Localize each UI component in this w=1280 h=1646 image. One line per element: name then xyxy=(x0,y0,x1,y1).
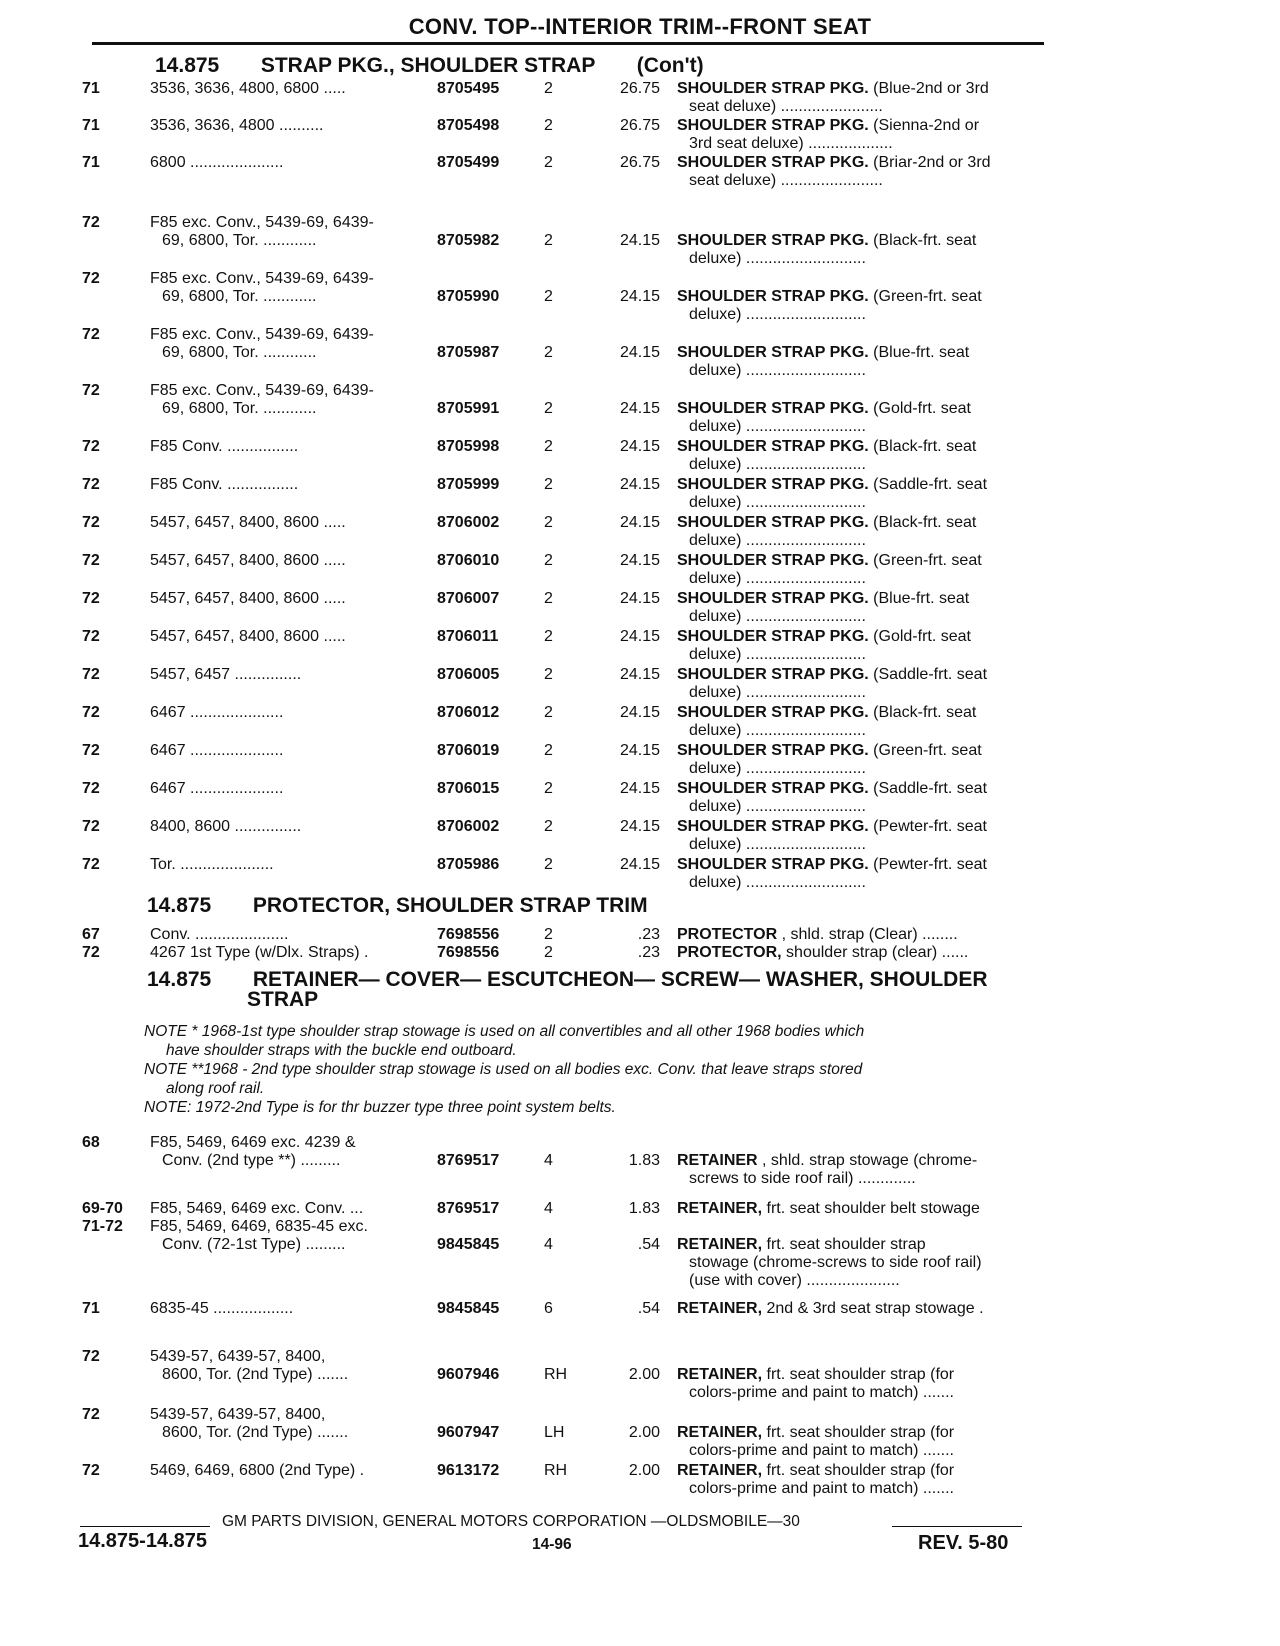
model-year: 68 xyxy=(82,1134,100,1151)
price: 24.15 xyxy=(619,628,660,645)
model-year: 71 xyxy=(82,117,100,134)
price: .54 xyxy=(637,1236,660,1253)
model-year: 72 xyxy=(82,1462,100,1479)
price: 2.00 xyxy=(628,1424,660,1441)
quantity: 4 xyxy=(544,1152,553,1169)
application-line1: F85 exc. Conv., 5439-69, 6439- xyxy=(150,326,374,343)
price: 24.15 xyxy=(619,856,660,873)
section-number: 14.875 xyxy=(147,968,212,991)
description-keyword: RETAINER, xyxy=(677,1300,763,1317)
model-year: 72 xyxy=(82,818,100,835)
description-line2: deluxe) ........................... xyxy=(689,362,866,379)
description-keyword: SHOULDER STRAP PKG. xyxy=(677,400,869,417)
description xyxy=(677,1152,977,1170)
quantity: 4 xyxy=(544,1236,553,1253)
section-name: RETAINER— COVER— ESCUTCHEON— SCREW— WASHER, SHOULDER xyxy=(252,968,988,991)
quantity: 2 xyxy=(544,780,553,797)
application: 5457, 6457, 8400, 8600 ..... xyxy=(150,514,346,531)
model-year: 71 xyxy=(82,80,100,97)
description-line2: deluxe) ........................... xyxy=(689,646,866,663)
quantity: 2 xyxy=(544,514,553,531)
description-detail: 2nd & 3rd seat strap stowage . xyxy=(762,1300,984,1317)
part-number: 8706019 xyxy=(437,742,500,759)
description-keyword: SHOULDER STRAP PKG. xyxy=(677,666,869,683)
description xyxy=(677,590,969,608)
part-number: 9613172 xyxy=(437,1462,500,1479)
note-line: along roof rail. xyxy=(166,1080,265,1097)
description xyxy=(677,1300,984,1318)
description-line2: deluxe) ........................... xyxy=(689,494,866,511)
description-keyword: SHOULDER STRAP PKG. xyxy=(677,154,869,171)
model-year: 69-70 xyxy=(82,1200,123,1217)
description xyxy=(677,818,987,836)
application: 6467 ..................... xyxy=(150,742,284,759)
description xyxy=(677,1200,980,1218)
description-line2: screws to side roof rail) ............. xyxy=(689,1170,916,1187)
part-number: 9607947 xyxy=(437,1424,500,1441)
description-detail: (Blue-frt. seat xyxy=(868,344,970,361)
quantity: 2 xyxy=(544,742,553,759)
description-detail: frt. seat shoulder belt stowage xyxy=(762,1200,980,1217)
model-year: 72 xyxy=(82,438,100,455)
application: 8400, 8600 ............... xyxy=(150,818,302,835)
quantity: 2 xyxy=(544,288,553,305)
note-line: have shoulder straps with the buckle end outboard. xyxy=(166,1042,517,1059)
description xyxy=(677,117,979,135)
description-detail: (Green-frt. seat xyxy=(868,742,982,759)
description-keyword: RETAINER, xyxy=(677,1200,763,1217)
quantity: 4 xyxy=(544,1200,553,1217)
model-year: 71 xyxy=(82,154,100,171)
description-line2: deluxe) ........................... xyxy=(689,760,866,777)
model-year: 72 xyxy=(82,780,100,797)
description-keyword: RETAINER, xyxy=(677,1366,763,1383)
part-number: 7698556 xyxy=(437,944,500,961)
application: 69, 6800, Tor. ............ xyxy=(162,344,317,361)
description-keyword: RETAINER, xyxy=(677,1424,763,1441)
quantity: 2 xyxy=(544,80,553,97)
description-keyword: SHOULDER STRAP PKG. xyxy=(677,856,869,873)
description-keyword: SHOULDER STRAP PKG. xyxy=(677,476,869,493)
part-number: 7698556 xyxy=(437,926,500,943)
description xyxy=(677,514,976,532)
model-year: 72 xyxy=(82,742,100,759)
description xyxy=(677,476,987,494)
description xyxy=(677,628,971,646)
part-number: 8706007 xyxy=(437,590,500,607)
price: .23 xyxy=(637,944,660,961)
section-number: 14.875 xyxy=(155,54,220,77)
description-detail: (Saddle-frt. seat xyxy=(868,476,988,493)
application-line1: F85 exc. Conv., 5439-69, 6439- xyxy=(150,214,374,231)
application: 5457, 6457 ............... xyxy=(150,666,302,683)
part-number: 8706002 xyxy=(437,818,500,835)
description xyxy=(677,344,969,362)
quantity: 6 xyxy=(544,1300,553,1317)
description xyxy=(677,1424,954,1442)
part-number: 8706002 xyxy=(437,514,500,531)
description-keyword: SHOULDER STRAP PKG. xyxy=(677,232,869,249)
application: 3536, 3636, 4800, 6800 ..... xyxy=(150,80,346,97)
description-line3: (use with cover) ..................... xyxy=(689,1272,900,1289)
section-heading-protector xyxy=(147,894,648,918)
footer-rule-right xyxy=(892,1526,1022,1527)
description-line2: colors-prime and paint to match) ....... xyxy=(689,1384,954,1401)
description-detail: (Saddle-frt. seat xyxy=(868,780,988,797)
part-number: 9607946 xyxy=(437,1366,500,1383)
model-year: 72 xyxy=(82,666,100,683)
description xyxy=(677,154,991,172)
section-heading-retainer-line2: STRAP xyxy=(247,988,319,1011)
application: 69, 6800, Tor. ............ xyxy=(162,400,317,417)
price: 26.75 xyxy=(619,154,660,171)
quantity: 2 xyxy=(544,704,553,721)
application: 5457, 6457, 8400, 8600 ..... xyxy=(150,552,346,569)
price: 26.75 xyxy=(619,117,660,134)
description-keyword: SHOULDER STRAP PKG. xyxy=(677,288,869,305)
description-line2: deluxe) ........................... xyxy=(689,874,866,891)
description-detail: shoulder strap (clear) ...... xyxy=(781,944,969,961)
part-number: 8705495 xyxy=(437,80,500,97)
quantity: 2 xyxy=(544,926,553,943)
model-year: 72 xyxy=(82,552,100,569)
section-heading-strap-pkg xyxy=(155,54,704,78)
note-line: NOTE * 1968-1st type shoulder strap stowage is used on all convertibles and all other 1968 bodies which xyxy=(144,1023,865,1040)
model-year: 72 xyxy=(82,704,100,721)
application-line1: F85 exc. Conv., 5439-69, 6439- xyxy=(150,382,374,399)
description-line2: 3rd seat deluxe) ................... xyxy=(689,135,893,152)
quantity: 2 xyxy=(544,476,553,493)
description-detail: (Saddle-frt. seat xyxy=(868,666,988,683)
description xyxy=(677,704,976,722)
part-number: 8769517 xyxy=(437,1152,500,1169)
description-keyword: RETAINER xyxy=(677,1152,758,1169)
description-line2: deluxe) ........................... xyxy=(689,836,866,853)
description-keyword: SHOULDER STRAP PKG. xyxy=(677,552,869,569)
description-detail: frt. seat shoulder strap (for xyxy=(762,1462,955,1479)
description xyxy=(677,400,971,418)
price: 1.83 xyxy=(628,1200,660,1217)
price: 24.15 xyxy=(619,476,660,493)
model-year: 72 xyxy=(82,214,100,231)
application-line1: F85, 5469, 6469, 6835-45 exc. xyxy=(150,1218,368,1235)
part-number: 8706005 xyxy=(437,666,500,683)
model-year: 72 xyxy=(82,1348,100,1365)
part-number: 8769517 xyxy=(437,1200,500,1217)
description xyxy=(677,856,987,874)
description-line2: deluxe) ........................... xyxy=(689,306,866,323)
quantity: 2 xyxy=(544,400,553,417)
quantity: 2 xyxy=(544,590,553,607)
application-line1: 5439-57, 6439-57, 8400, xyxy=(150,1348,326,1365)
description-detail: (Black-frt. seat xyxy=(868,232,977,249)
price: .23 xyxy=(637,926,660,943)
part-number: 8706015 xyxy=(437,780,500,797)
note-line: NOTE: 1972-2nd Type is for thr buzzer type three point system belts. xyxy=(144,1099,616,1116)
application: F85 Conv. ................ xyxy=(150,476,299,493)
section-name: PROTECTOR, SHOULDER STRAP TRIM xyxy=(252,894,648,917)
description xyxy=(677,944,968,962)
description xyxy=(677,288,982,306)
description xyxy=(677,1366,954,1384)
quantity: RH xyxy=(544,1462,568,1479)
description-detail: (Black-frt. seat xyxy=(868,704,977,721)
quantity: 2 xyxy=(544,666,553,683)
part-number: 8706010 xyxy=(437,552,500,569)
price: .54 xyxy=(637,1300,660,1317)
application: 4267 1st Type (w/Dlx. Straps) . xyxy=(150,944,369,961)
description-keyword: PROTECTOR xyxy=(677,926,778,943)
application: F85 Conv. ................ xyxy=(150,438,299,455)
description-keyword: SHOULDER STRAP PKG. xyxy=(677,780,869,797)
price: 2.00 xyxy=(628,1366,660,1383)
description xyxy=(677,742,982,760)
description-line2: deluxe) ........................... xyxy=(689,532,866,549)
price: 24.15 xyxy=(619,742,660,759)
description-line2: deluxe) ........................... xyxy=(689,456,866,473)
description-keyword: SHOULDER STRAP PKG. xyxy=(677,590,869,607)
model-year: 72 xyxy=(82,590,100,607)
part-number: 8706012 xyxy=(437,704,500,721)
description-detail: (Black-frt. seat xyxy=(868,514,977,531)
quantity: RH xyxy=(544,1366,568,1383)
description-detail: (Black-frt. seat xyxy=(868,438,977,455)
description-line2: seat deluxe) ....................... xyxy=(689,172,883,189)
part-number: 8705498 xyxy=(437,117,500,134)
description xyxy=(677,926,958,944)
section-suffix: (Con't) xyxy=(636,54,704,77)
description-keyword: SHOULDER STRAP PKG. xyxy=(677,117,869,134)
application: 5457, 6457, 8400, 8600 ..... xyxy=(150,590,346,607)
page-number: 14-96 xyxy=(532,1536,572,1553)
price: 26.75 xyxy=(619,80,660,97)
quantity: 2 xyxy=(544,818,553,835)
price: 1.83 xyxy=(628,1152,660,1169)
application-line1: 5439-57, 6439-57, 8400, xyxy=(150,1406,326,1423)
description-line2: deluxe) ........................... xyxy=(689,722,866,739)
application: Conv. (2nd type **) ......... xyxy=(162,1152,341,1169)
description xyxy=(677,232,976,250)
price: 24.15 xyxy=(619,288,660,305)
application: 3536, 3636, 4800 .......... xyxy=(150,117,324,134)
description-detail: , shld. strap stowage (chrome- xyxy=(757,1152,978,1169)
quantity: 2 xyxy=(544,344,553,361)
part-number: 8705990 xyxy=(437,288,500,305)
application: Tor. ..................... xyxy=(150,856,274,873)
description-detail: (Blue-frt. seat xyxy=(868,590,970,607)
part-number: 8705999 xyxy=(437,476,500,493)
part-number: 8706011 xyxy=(437,628,499,645)
description-keyword: SHOULDER STRAP PKG. xyxy=(677,344,869,361)
price: 2.00 xyxy=(628,1462,660,1479)
model-year: 72 xyxy=(82,628,100,645)
price: 24.15 xyxy=(619,400,660,417)
model-year: 72 xyxy=(82,514,100,531)
part-number: 8705991 xyxy=(437,400,500,417)
model-year: 72 xyxy=(82,1406,100,1423)
model-year: 72 xyxy=(82,270,100,287)
description xyxy=(677,552,982,570)
footer-range: 14.875-14.875 xyxy=(78,1530,208,1552)
description-line2: stowage (chrome-screws to side roof rail) xyxy=(689,1254,982,1271)
description-detail: (Sienna-2nd or xyxy=(868,117,980,134)
note-line: NOTE **1968 - 2nd type shoulder strap stowage is used on all bodies exc. Conv. that leave straps stored xyxy=(144,1061,863,1078)
price: 24.15 xyxy=(619,818,660,835)
quantity: LH xyxy=(544,1424,565,1441)
application: 6467 ..................... xyxy=(150,704,284,721)
application: 6835-45 .................. xyxy=(150,1300,294,1317)
description-detail: (Gold-frt. seat xyxy=(868,628,971,645)
application: 6467 ..................... xyxy=(150,780,284,797)
part-number: 9845845 xyxy=(437,1300,500,1317)
price: 24.15 xyxy=(619,344,660,361)
application: 6800 ..................... xyxy=(150,154,284,171)
quantity: 2 xyxy=(544,628,553,645)
part-number: 8705987 xyxy=(437,344,500,361)
footer-rule-left xyxy=(80,1526,210,1527)
description-line2: deluxe) ........................... xyxy=(689,798,866,815)
description-detail: (Pewter-frt. seat xyxy=(868,856,987,873)
part-number: 8705499 xyxy=(437,154,500,171)
application: 5469, 6469, 6800 (2nd Type) . xyxy=(150,1462,365,1479)
description-keyword: PROTECTOR, xyxy=(677,944,782,961)
model-year: 72 xyxy=(82,326,100,343)
description xyxy=(677,1462,954,1480)
application: Conv. ..................... xyxy=(150,926,289,943)
quantity: 2 xyxy=(544,117,553,134)
price: 24.15 xyxy=(619,514,660,531)
model-year: 72 xyxy=(82,476,100,493)
application: F85, 5469, 6469 exc. Conv. ... xyxy=(150,1200,364,1217)
quantity: 2 xyxy=(544,154,553,171)
description-keyword: RETAINER, xyxy=(677,1236,763,1253)
application-line1: F85 exc. Conv., 5439-69, 6439- xyxy=(150,270,374,287)
description-line2: colors-prime and paint to match) ....... xyxy=(689,1442,954,1459)
price: 24.15 xyxy=(619,704,660,721)
description-detail: (Gold-frt. seat xyxy=(868,400,971,417)
application: 5457, 6457, 8400, 8600 ..... xyxy=(150,628,346,645)
description-detail: (Blue-2nd or 3rd xyxy=(868,80,989,97)
description-keyword: SHOULDER STRAP PKG. xyxy=(677,80,869,97)
footer-division: GM PARTS DIVISION, GENERAL MOTORS CORPORATION —OLDSMOBILE—30 xyxy=(222,1513,800,1530)
part-number: 8705986 xyxy=(437,856,500,873)
model-year: 71 xyxy=(82,1300,100,1317)
section-notes xyxy=(144,1022,1044,1117)
description xyxy=(677,666,987,684)
application: 8600, Tor. (2nd Type) ....... xyxy=(162,1424,349,1441)
price: 24.15 xyxy=(619,232,660,249)
part-number: 8705982 xyxy=(437,232,500,249)
description-keyword: SHOULDER STRAP PKG. xyxy=(677,818,869,835)
section-name: STRAP PKG., SHOULDER STRAP xyxy=(260,54,595,77)
description-keyword: SHOULDER STRAP PKG. xyxy=(677,628,869,645)
price: 24.15 xyxy=(619,438,660,455)
description-line2: seat deluxe) ....................... xyxy=(689,98,883,115)
application: Conv. (72-1st Type) ......... xyxy=(162,1236,346,1253)
model-year: 67 xyxy=(82,926,100,943)
description-line2: colors-prime and paint to match) ....... xyxy=(689,1480,954,1497)
description-detail: (Briar-2nd or 3rd xyxy=(868,154,991,171)
application: 8600, Tor. (2nd Type) ....... xyxy=(162,1366,349,1383)
description-keyword: SHOULDER STRAP PKG. xyxy=(677,742,869,759)
application: 69, 6800, Tor. ............ xyxy=(162,232,317,249)
description-detail: (Green-frt. seat xyxy=(868,552,982,569)
description-keyword: SHOULDER STRAP PKG. xyxy=(677,704,869,721)
price: 24.15 xyxy=(619,552,660,569)
title-rule xyxy=(92,42,1044,45)
price: 24.15 xyxy=(619,590,660,607)
model-year: 72 xyxy=(82,382,100,399)
description-line2: deluxe) ........................... xyxy=(689,418,866,435)
description xyxy=(677,780,987,798)
description-detail: , shld. strap (Clear) ........ xyxy=(777,926,958,943)
description-line2: deluxe) ........................... xyxy=(689,684,866,701)
description-line2: deluxe) ........................... xyxy=(689,570,866,587)
model-year: 71-72 xyxy=(82,1218,123,1235)
price: 24.15 xyxy=(619,780,660,797)
description-keyword: RETAINER, xyxy=(677,1462,763,1479)
revision: REV. 5-80 xyxy=(918,1532,1009,1554)
quantity: 2 xyxy=(544,856,553,873)
description xyxy=(677,438,976,456)
quantity: 2 xyxy=(544,232,553,249)
description-detail: frt. seat shoulder strap xyxy=(762,1236,926,1253)
description-line2: deluxe) ........................... xyxy=(689,608,866,625)
description-keyword: SHOULDER STRAP PKG. xyxy=(677,438,869,455)
description-detail: frt. seat shoulder strap (for xyxy=(762,1424,955,1441)
section-number: 14.875 xyxy=(147,894,212,917)
description-detail: (Green-frt. seat xyxy=(868,288,982,305)
price: 24.15 xyxy=(619,666,660,683)
application: 69, 6800, Tor. ............ xyxy=(162,288,317,305)
description xyxy=(677,80,989,98)
part-number: 9845845 xyxy=(437,1236,500,1253)
description-detail: frt. seat shoulder strap (for xyxy=(762,1366,955,1383)
description-line2: deluxe) ........................... xyxy=(689,250,866,267)
page-title: CONV. TOP--INTERIOR TRIM--FRONT SEAT xyxy=(408,14,872,39)
description-keyword: SHOULDER STRAP PKG. xyxy=(677,514,869,531)
description-detail: (Pewter-frt. seat xyxy=(868,818,987,835)
quantity: 2 xyxy=(544,944,553,961)
model-year: 72 xyxy=(82,856,100,873)
model-year: 72 xyxy=(82,944,100,961)
application-line1: F85, 5469, 6469 exc. 4239 & xyxy=(150,1134,356,1151)
quantity: 2 xyxy=(544,552,553,569)
quantity: 2 xyxy=(544,438,553,455)
part-number: 8705998 xyxy=(437,438,500,455)
description xyxy=(677,1236,926,1254)
